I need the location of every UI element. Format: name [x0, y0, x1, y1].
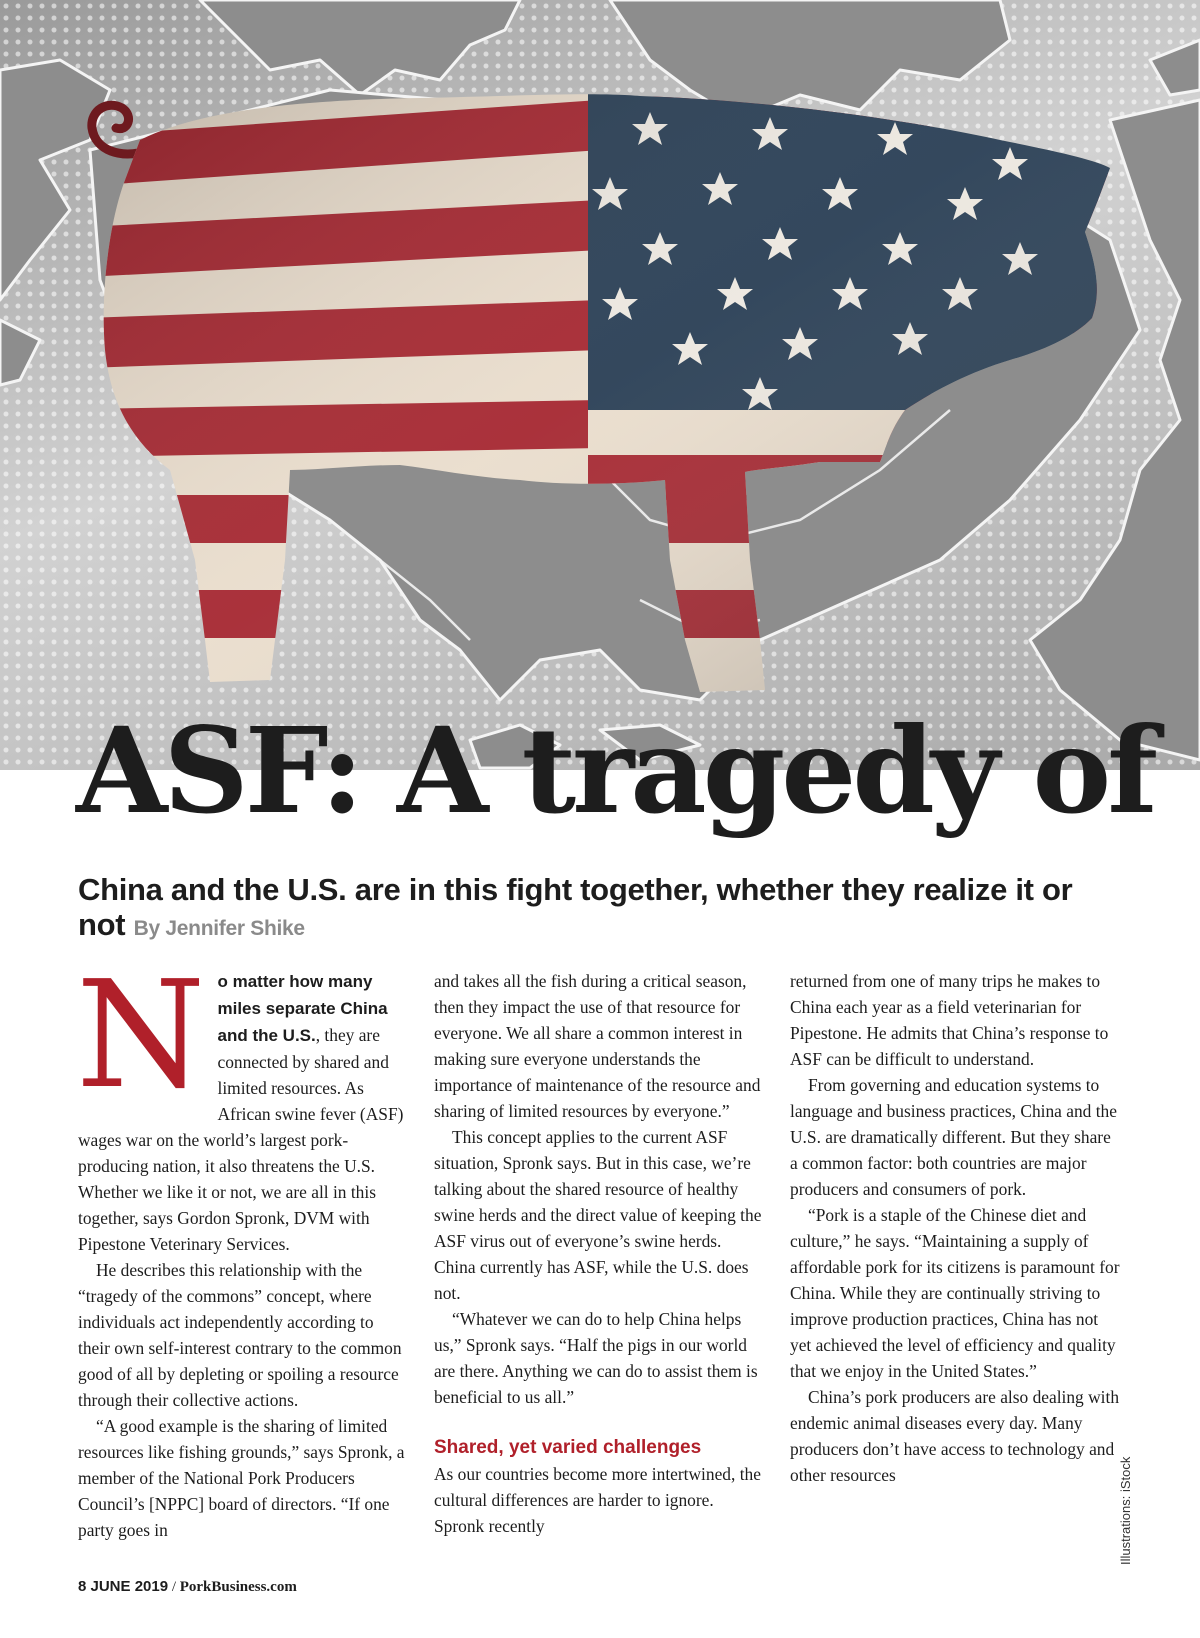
- byline: By Jennifer Shike: [133, 917, 305, 940]
- footer-separator: /: [168, 1579, 180, 1595]
- photo-credit: [1118, 1455, 1138, 1565]
- column-3: [790, 968, 1120, 1488]
- paragraph: As our countries become more intertwined, the cultural differences are harder to ignore. Spronk recently: [434, 1464, 761, 1536]
- pig-flag-illustration: [0, 0, 1200, 770]
- hero-illustration: [0, 0, 1200, 770]
- paragraph: “Pork is a staple of the Chinese diet and culture,” he says. “Maintaining a supply of affordable pork for its citizens is paramount for China. While they are continually striving to improve production practices, China has not yet achieved the level of efficiency and quality that we enjoy in the United States.”: [790, 1205, 1120, 1381]
- lead-in: o matter how many miles separate China and the U.S.: [217, 972, 388, 1045]
- photo-credit-text: Illustrations: iStock: [1118, 1456, 1133, 1565]
- drop-cap: N: [76, 949, 206, 1121]
- site-link[interactable]: PorkBusiness.com: [179, 1579, 297, 1595]
- headline: ASF: A tragedy of: [76, 701, 1154, 840]
- paragraph: He describes this relationship with the “tragedy of the commons” concept, where individuals act independently according to their own self-interest contrary to the common good of all by depleting or spoiling a resource through their collective actions.: [78, 1260, 402, 1410]
- paragraph: From governing and education systems to language and business practices, China and the U.S. are dramatically different. But they share a common factor: both countries are major producers and consumers of pork.: [790, 1075, 1117, 1199]
- column-1: [76, 949, 408, 1543]
- paragraph: and takes all the fish during a critical season, then they impact the use of that resource for everyone. We all share a common interest in making sure everyone understands the importance of maintenance of the resource and sharing of limited resources by everyone.”: [434, 971, 761, 1121]
- subhead: Shared, yet varied challenges: [434, 1437, 702, 1458]
- paragraph: “Whatever we can do to help China helps us,” Spronk says. “Half the pigs in our world are there. Anything we can do to assist them is beneficial to us all.”: [434, 1309, 758, 1407]
- paragraph: China’s pork producers are also dealing with endemic animal diseases every day. Many producers don’t have access to technology and other resources: [790, 1387, 1120, 1485]
- deck: [78, 872, 1078, 946]
- deck-text: China and the U.S. are in this fight together, whether they realize it or not: [78, 872, 1073, 942]
- paragraph-text: , they are connected by shared and limited resources. As African swine fever (ASF) wages war on the world’s largest pork-producing nation, it also threatens the U.S. Whether we like it or not, we are all in this together, says Gordon Spronk, DVM with Pipestone Veterinary Services.: [78, 1025, 404, 1254]
- paragraph: This concept applies to the current ASF situation, Spronk says. But in this case, we’re talking about the shared resource of healthy swine herds and the direct value of keeping the ASF virus out of everyone’s swine herds. China currently has ASF, while the U.S. does not.: [434, 1127, 762, 1303]
- page-footer: [78, 1578, 297, 1596]
- paragraph: returned from one of many trips he makes to China each year as a field veterinarian for Pipestone. He admits that China’s response to ASF can be difficult to understand.: [790, 971, 1109, 1069]
- paragraph: [76, 949, 408, 1257]
- column-2: [434, 968, 764, 1539]
- paragraph: “A good example is the sharing of limited resources like fishing grounds,” says Spronk, a member of the National Pork Producers Council’s [NPPC] board of directors. “If one party goes in: [78, 1416, 405, 1540]
- page-issue: 8 JUNE 2019: [78, 1578, 169, 1595]
